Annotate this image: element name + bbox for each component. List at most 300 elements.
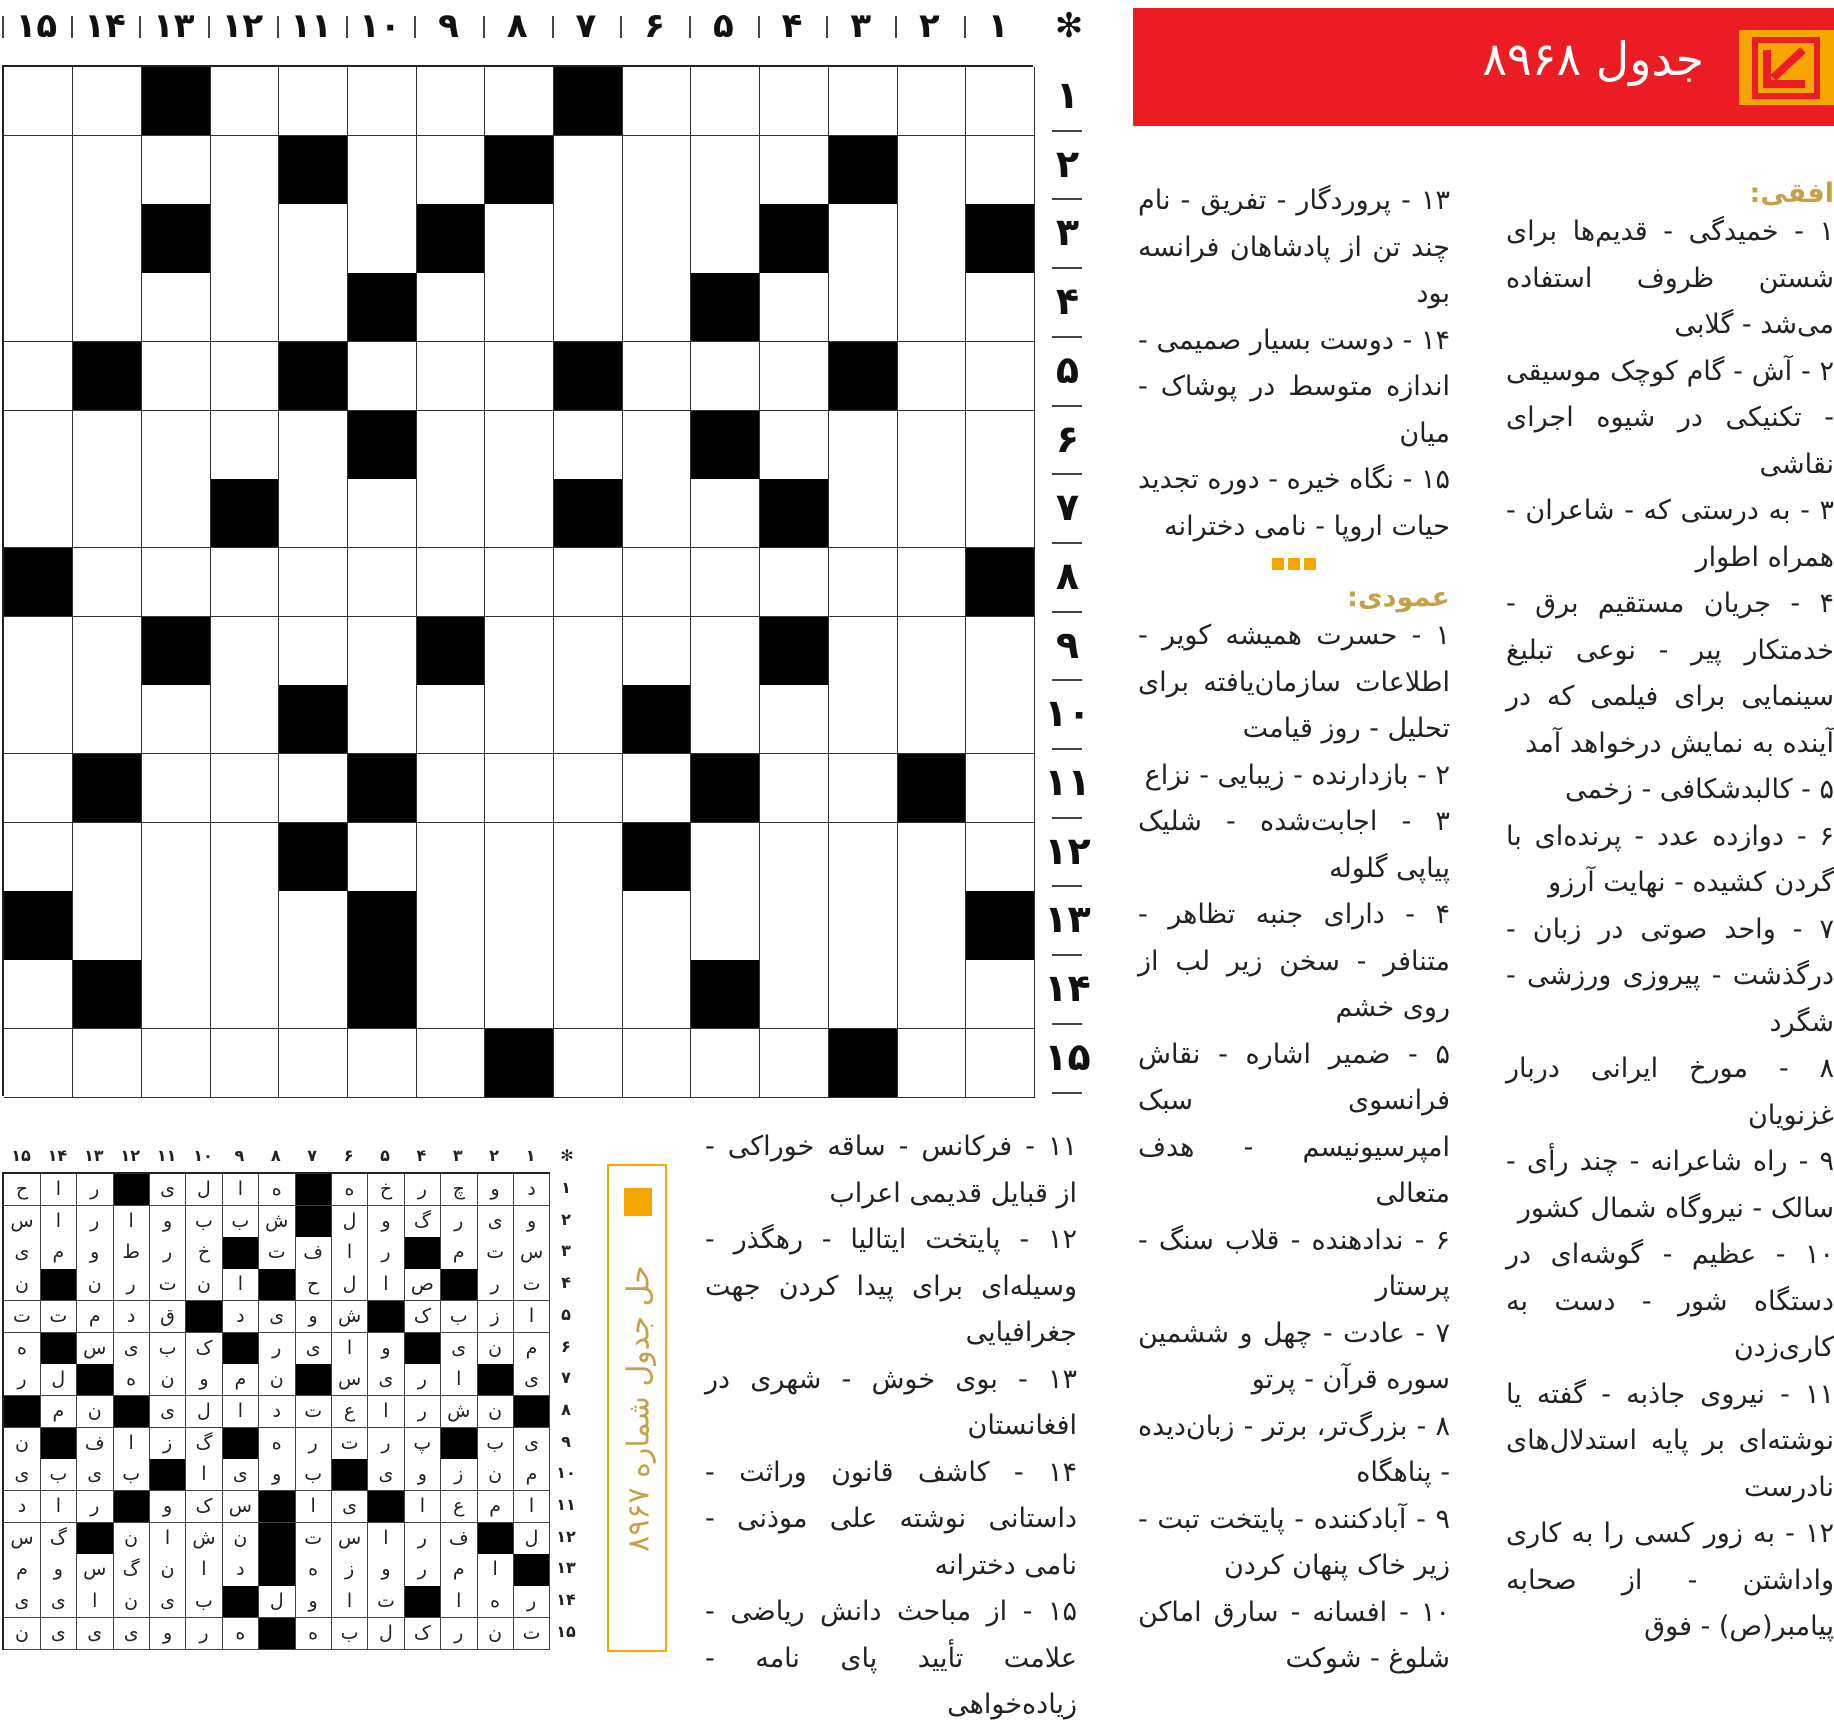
grid-cell[interactable] [416, 67, 485, 136]
row-separator [1052, 267, 1082, 269]
row-separator [1052, 405, 1082, 407]
grid-cell[interactable] [897, 204, 966, 273]
grid-cell[interactable] [966, 1029, 1035, 1098]
solution-black-cell [404, 1237, 441, 1269]
grid-cell[interactable] [897, 136, 966, 205]
grid-cell[interactable] [691, 891, 760, 960]
grid-cell[interactable] [279, 273, 348, 342]
grid-cell[interactable] [279, 548, 348, 617]
grid-cell[interactable] [416, 1029, 485, 1098]
grid-cell[interactable] [141, 342, 210, 411]
solution-cell: ش [186, 1523, 223, 1555]
grid-cell[interactable] [897, 617, 966, 686]
solution-cell: ی [477, 1206, 514, 1238]
solution-cell: ز [150, 1428, 187, 1460]
vertical-clue-4: ۴ - دارای جنبه تظاهر - متنافر - سخن زیر لب از روی خشم [1138, 899, 1450, 1023]
solution-cell: ن [150, 1364, 187, 1396]
grid-cell[interactable] [828, 823, 897, 892]
grid-cell[interactable] [485, 342, 554, 411]
grid-cell[interactable] [4, 754, 73, 823]
grid-cell[interactable] [828, 411, 897, 480]
grid-cell[interactable] [691, 548, 760, 617]
grid-cell[interactable] [691, 204, 760, 273]
title-bar [1133, 8, 1834, 126]
solution-black-cell [368, 1491, 405, 1523]
grid-cell[interactable] [141, 548, 210, 617]
grid-cell[interactable] [4, 960, 73, 1029]
grid-cell[interactable] [897, 685, 966, 754]
grid-cell[interactable] [760, 136, 829, 205]
solution-cell: د [222, 1554, 259, 1586]
grid-cell[interactable] [897, 273, 966, 342]
grid-cell[interactable] [554, 136, 623, 205]
vertical-clue-9: ۹ - آبادکننده - پایتخت تبت - زیر خاک پنهان کردن [1138, 1503, 1450, 1581]
column-separator [71, 16, 73, 38]
solution-cell: ز [477, 1301, 514, 1333]
solution-grid [2, 1172, 550, 1650]
grid-cell[interactable] [416, 411, 485, 480]
horizontal-clue-5: ۵ - کالبدشکافی - زخمی [1565, 774, 1834, 805]
solution-black-cell [222, 1237, 259, 1269]
grid-cell[interactable] [622, 1029, 691, 1098]
row-separator [1052, 1092, 1082, 1094]
grid-cell[interactable] [485, 685, 554, 754]
solution-cell: و [150, 1491, 187, 1523]
solution-cell: م [514, 1459, 551, 1491]
grid-cell[interactable] [828, 548, 897, 617]
grid-cell[interactable] [416, 342, 485, 411]
column-number: ۴ [781, 6, 803, 46]
grid-cell[interactable] [416, 136, 485, 205]
grid-cell[interactable] [416, 685, 485, 754]
grid-cell[interactable] [279, 891, 348, 960]
black-cell [966, 204, 1035, 273]
column-number: ۱۵ [15, 6, 58, 46]
black-cell [279, 136, 348, 205]
grid-cell[interactable] [4, 411, 73, 480]
grid-cell[interactable] [4, 342, 73, 411]
grid-cell[interactable] [691, 1029, 760, 1098]
grid-cell[interactable] [4, 67, 73, 136]
grid-cell[interactable] [897, 342, 966, 411]
grid-cell[interactable] [966, 273, 1035, 342]
grid-cell[interactable] [141, 1029, 210, 1098]
vertical-clue-11: ۱۱ - فرکانس - ساقه خوراکی - از قبایل قدیمی اعراب [705, 1131, 1077, 1209]
grid-cell[interactable] [760, 67, 829, 136]
clue-column-left [705, 1124, 1077, 1720]
grid-cell[interactable] [210, 754, 279, 823]
solution-cell: ت [477, 1237, 514, 1269]
solution-black-cell [222, 1428, 259, 1460]
row-number: ۷ [1055, 485, 1080, 530]
solution-black-cell [113, 1174, 150, 1206]
solution-cell: ح [295, 1269, 332, 1301]
grid-cell[interactable] [691, 479, 760, 548]
column-number: ۱۲ [221, 6, 264, 46]
vertical-clue-6: ۶ - ندادهنده - قلاب سنگ - پرستار [1138, 1224, 1450, 1302]
crossword-grid [2, 65, 1033, 1096]
corner-symbol: ✻ [1054, 6, 1084, 46]
grid-cell[interactable] [73, 548, 142, 617]
solution-cell: ن [4, 1269, 41, 1301]
grid-cell[interactable] [210, 891, 279, 960]
grid-cell[interactable] [485, 479, 554, 548]
grid-cell[interactable] [348, 479, 417, 548]
grid-cell[interactable] [691, 342, 760, 411]
solution-column-number: ۳ [452, 1146, 463, 1165]
grid-cell[interactable] [966, 754, 1035, 823]
grid-cell[interactable] [691, 67, 760, 136]
solution-cell: ا [368, 1523, 405, 1555]
grid-cell[interactable] [141, 479, 210, 548]
column-number: ۲ [919, 6, 940, 46]
grid-cell[interactable] [279, 67, 348, 136]
solution-black-cell [40, 1428, 77, 1460]
grid-cell[interactable] [897, 479, 966, 548]
page-title: جدول ۸۹۶۸ [1482, 32, 1704, 86]
solution-row-header [552, 1172, 582, 1650]
grid-cell[interactable] [210, 960, 279, 1029]
solution-black-cell [404, 1586, 441, 1618]
grid-cell[interactable] [485, 67, 554, 136]
grid-cell[interactable] [416, 754, 485, 823]
grid-cell[interactable] [554, 411, 623, 480]
solution-black-cell [77, 1364, 114, 1396]
grid-cell[interactable] [828, 204, 897, 273]
grid-cell[interactable] [73, 479, 142, 548]
grid-cell[interactable] [897, 891, 966, 960]
grid-cell[interactable] [73, 67, 142, 136]
grid-cell[interactable] [554, 823, 623, 892]
grid-cell[interactable] [554, 685, 623, 754]
solution-cell: و [368, 1206, 405, 1238]
grid-cell[interactable] [348, 342, 417, 411]
solution-cell: ک [186, 1333, 223, 1365]
grid-cell[interactable] [622, 754, 691, 823]
grid-cell[interactable] [416, 548, 485, 617]
grid-cell[interactable] [691, 617, 760, 686]
grid-cell[interactable] [348, 136, 417, 205]
horizontal-clue-7: ۷ - واحد صوتی در زبان - درگذشت - پیروزی ورزشی - شگرد [1506, 913, 1834, 1038]
grid-cell[interactable] [485, 891, 554, 960]
grid-cell[interactable] [279, 479, 348, 548]
solution-cell: ش [259, 1206, 296, 1238]
grid-cell[interactable] [141, 823, 210, 892]
grid-cell[interactable] [622, 411, 691, 480]
solution-cell: ش [441, 1396, 478, 1428]
grid-cell[interactable] [966, 67, 1035, 136]
grid-cell[interactable] [279, 754, 348, 823]
horizontal-clue-6: ۶ - دوازده عدد - پرنده‌ای با گردن کشیده - نهایت آرزو [1506, 820, 1834, 898]
grid-cell[interactable] [141, 891, 210, 960]
grid-cell[interactable] [828, 891, 897, 960]
grid-cell[interactable] [622, 960, 691, 1029]
grid-cell[interactable] [966, 617, 1035, 686]
black-cell [554, 342, 623, 411]
grid-cell[interactable] [760, 342, 829, 411]
black-cell [4, 891, 73, 960]
grid-cell[interactable] [210, 548, 279, 617]
grid-cell[interactable] [279, 204, 348, 273]
grid-cell[interactable] [897, 548, 966, 617]
solution-cell: ی [150, 1396, 187, 1428]
grid-cell[interactable] [73, 136, 142, 205]
grid-cell[interactable] [622, 479, 691, 548]
grid-cell[interactable] [760, 685, 829, 754]
grid-cell[interactable] [622, 342, 691, 411]
grid-cell[interactable] [348, 204, 417, 273]
column-number: ۱۳ [152, 6, 195, 46]
grid-cell[interactable] [485, 617, 554, 686]
grid-cell[interactable] [279, 1029, 348, 1098]
grid-cell[interactable] [4, 204, 73, 273]
grid-cell[interactable] [485, 960, 554, 1029]
solution-cell: د [113, 1301, 150, 1333]
grid-cell[interactable] [4, 136, 73, 205]
grid-cell[interactable] [416, 891, 485, 960]
grid-cell[interactable] [760, 960, 829, 1029]
grid-cell[interactable] [760, 754, 829, 823]
column-number: ۵ [712, 6, 734, 46]
grid-cell[interactable] [210, 204, 279, 273]
grid-cell[interactable] [210, 823, 279, 892]
grid-cell[interactable] [554, 1029, 623, 1098]
black-cell [279, 342, 348, 411]
solution-cell: ن [222, 1523, 259, 1555]
solution-cell: ه [332, 1174, 369, 1206]
grid-cell[interactable] [897, 823, 966, 892]
grid-cell[interactable] [828, 960, 897, 1029]
solution-cell: ا [113, 1206, 150, 1238]
solution-cell: ا [332, 1333, 369, 1365]
grid-cell[interactable] [73, 1029, 142, 1098]
solution-cell: ص [404, 1269, 441, 1301]
solution-column-number: ۱ [525, 1146, 536, 1165]
row-number: ۸ [1055, 553, 1080, 598]
grid-cell[interactable] [828, 754, 897, 823]
grid-cell[interactable] [210, 1029, 279, 1098]
grid-cell[interactable] [966, 411, 1035, 480]
grid-cell[interactable] [348, 1029, 417, 1098]
grid-cell[interactable] [966, 136, 1035, 205]
grid-cell[interactable] [485, 823, 554, 892]
grid-cell[interactable] [691, 685, 760, 754]
solution-cell: ی [40, 1618, 77, 1650]
row-separator [1052, 954, 1082, 956]
grid-cell[interactable] [622, 891, 691, 960]
grid-cell[interactable] [210, 273, 279, 342]
solution-cell: ی [441, 1333, 478, 1365]
solution-black-cell [259, 1523, 296, 1555]
horizontal-clue-9: ۹ - راه شاعرانه - چند رأی - سالک - نیروگاه شمال کشور [1506, 1146, 1834, 1224]
grid-cell[interactable] [348, 685, 417, 754]
column-separator [414, 16, 416, 38]
grid-cell[interactable] [141, 960, 210, 1029]
grid-cell[interactable] [416, 960, 485, 1029]
grid-cell[interactable] [760, 823, 829, 892]
vertical-clue-3: ۳ - اجابت‌شده - شلیک پیاپی گلوله [1138, 806, 1450, 884]
solution-black-cell [40, 1269, 77, 1301]
grid-cell[interactable] [73, 617, 142, 686]
solution-cell: ت [368, 1586, 405, 1618]
grid-cell[interactable] [691, 823, 760, 892]
solution-black-cell [40, 1333, 77, 1365]
solution-cell: ف [295, 1237, 332, 1269]
grid-cell[interactable] [760, 548, 829, 617]
horizontal-clue-3: ۳ - به درستی که - شاعران - همراه اطوار [1506, 495, 1834, 573]
grid-cell[interactable] [210, 411, 279, 480]
grid-cell[interactable] [73, 411, 142, 480]
solution-black-cell [186, 1301, 223, 1333]
solution-cell: ل [332, 1206, 369, 1238]
grid-cell[interactable] [210, 342, 279, 411]
grid-cell[interactable] [210, 685, 279, 754]
grid-cell[interactable] [828, 685, 897, 754]
solution-cell: ی [113, 1618, 150, 1650]
grid-cell[interactable] [4, 1029, 73, 1098]
solution-cell: چ [441, 1174, 478, 1206]
row-header [1040, 65, 1100, 1095]
solution-black-cell [222, 1333, 259, 1365]
grid-cell[interactable] [279, 617, 348, 686]
grid-cell[interactable] [554, 891, 623, 960]
grid-cell[interactable] [416, 823, 485, 892]
grid-cell[interactable] [73, 273, 142, 342]
grid-cell[interactable] [348, 823, 417, 892]
grid-cell[interactable] [966, 685, 1035, 754]
row-number: ۱۰ [1044, 691, 1091, 736]
solution-black-cell [4, 1396, 41, 1428]
grid-cell[interactable] [622, 273, 691, 342]
solution-cell: ر [368, 1237, 405, 1269]
grid-cell[interactable] [4, 617, 73, 686]
grid-cell[interactable] [485, 548, 554, 617]
grid-cell[interactable] [622, 204, 691, 273]
solution-cell: ی [150, 1174, 187, 1206]
grid-cell[interactable] [4, 273, 73, 342]
solution-cell: خ [368, 1174, 405, 1206]
solution-row-number: ۱۲ [556, 1526, 576, 1546]
grid-cell[interactable] [416, 479, 485, 548]
row-separator [1052, 817, 1082, 819]
solution-black-cell [295, 1174, 332, 1206]
grid-cell[interactable] [828, 479, 897, 548]
grid-cell[interactable] [897, 1029, 966, 1098]
solution-cell: و [150, 1618, 187, 1650]
grid-cell[interactable] [210, 617, 279, 686]
grid-cell[interactable] [828, 67, 897, 136]
grid-cell[interactable] [554, 617, 623, 686]
solution-cell: ا [441, 1586, 478, 1618]
solution-cell: ه [295, 1618, 332, 1650]
grid-cell[interactable] [966, 342, 1035, 411]
grid-cell[interactable] [760, 411, 829, 480]
grid-cell[interactable] [4, 479, 73, 548]
grid-cell[interactable] [554, 548, 623, 617]
solution-cell: ن [77, 1269, 114, 1301]
row-number: ۱۲ [1044, 828, 1091, 873]
black-cell [73, 754, 142, 823]
solution-column-number: ۴ [416, 1146, 427, 1165]
grid-cell[interactable] [210, 136, 279, 205]
solution-cell: ه [259, 1428, 296, 1460]
grid-cell[interactable] [485, 204, 554, 273]
grid-cell[interactable] [73, 204, 142, 273]
grid-cell[interactable] [760, 1029, 829, 1098]
grid-cell[interactable] [279, 960, 348, 1029]
grid-cell[interactable] [966, 823, 1035, 892]
grid-cell[interactable] [485, 273, 554, 342]
solution-cell: ر [404, 1174, 441, 1206]
grid-cell[interactable] [622, 136, 691, 205]
grid-cell[interactable] [141, 754, 210, 823]
solution-cell: ی [150, 1586, 187, 1618]
grid-cell[interactable] [4, 823, 73, 892]
grid-cell[interactable] [554, 960, 623, 1029]
grid-cell[interactable] [348, 67, 417, 136]
grid-cell[interactable] [897, 411, 966, 480]
grid-cell[interactable] [760, 891, 829, 960]
grid-cell[interactable] [348, 617, 417, 686]
grid-cell[interactable] [279, 411, 348, 480]
grid-cell[interactable] [73, 823, 142, 892]
grid-cell[interactable] [73, 891, 142, 960]
grid-cell[interactable] [897, 67, 966, 136]
solution-column-number: ۱۱ [156, 1146, 177, 1165]
grid-cell[interactable] [966, 479, 1035, 548]
grid-cell[interactable] [966, 960, 1035, 1029]
row-number: ۱۵ [1044, 1034, 1091, 1079]
solution-row-number: ۵ [561, 1304, 571, 1324]
solution-cell: ل [514, 1523, 551, 1555]
grid-cell[interactable] [554, 204, 623, 273]
grid-cell[interactable] [554, 754, 623, 823]
solution-cell: ف [441, 1523, 478, 1555]
grid-cell[interactable] [828, 617, 897, 686]
vertical-clue-13: ۱۳ - بوی خوش - شهری در افغانستان [705, 1363, 1077, 1441]
grid-cell[interactable] [622, 617, 691, 686]
grid-cell[interactable] [691, 136, 760, 205]
horizontal-heading: افقی: [1749, 178, 1834, 209]
grid-cell[interactable] [141, 273, 210, 342]
grid-cell[interactable] [622, 67, 691, 136]
solution-cell: و [477, 1174, 514, 1206]
grid-cell[interactable] [141, 411, 210, 480]
solution-cell: ت [295, 1523, 332, 1555]
grid-cell[interactable] [897, 960, 966, 1029]
grid-cell[interactable] [210, 67, 279, 136]
black-cell [554, 479, 623, 548]
grid-cell[interactable] [141, 685, 210, 754]
grid-cell[interactable] [4, 685, 73, 754]
grid-cell[interactable] [416, 273, 485, 342]
solution-cell: س [77, 1333, 114, 1365]
grid-cell[interactable] [485, 754, 554, 823]
grid-cell[interactable] [622, 548, 691, 617]
black-cell [485, 1029, 554, 1098]
grid-cell[interactable] [828, 273, 897, 342]
solution-black-cell [332, 1459, 369, 1491]
grid-cell[interactable] [348, 548, 417, 617]
grid-cell[interactable] [141, 136, 210, 205]
solution-black-cell [404, 1333, 441, 1365]
grid-cell[interactable] [554, 273, 623, 342]
grid-cell[interactable] [485, 411, 554, 480]
grid-cell[interactable] [73, 685, 142, 754]
grid-cell[interactable] [760, 273, 829, 342]
solution-row-number: ۱۳ [556, 1558, 576, 1578]
horizontal-clue-2: ۲ - آش - گام کوچک موسیقی - تکنیکی در شیوه اجرای نقاشی [1506, 355, 1834, 480]
